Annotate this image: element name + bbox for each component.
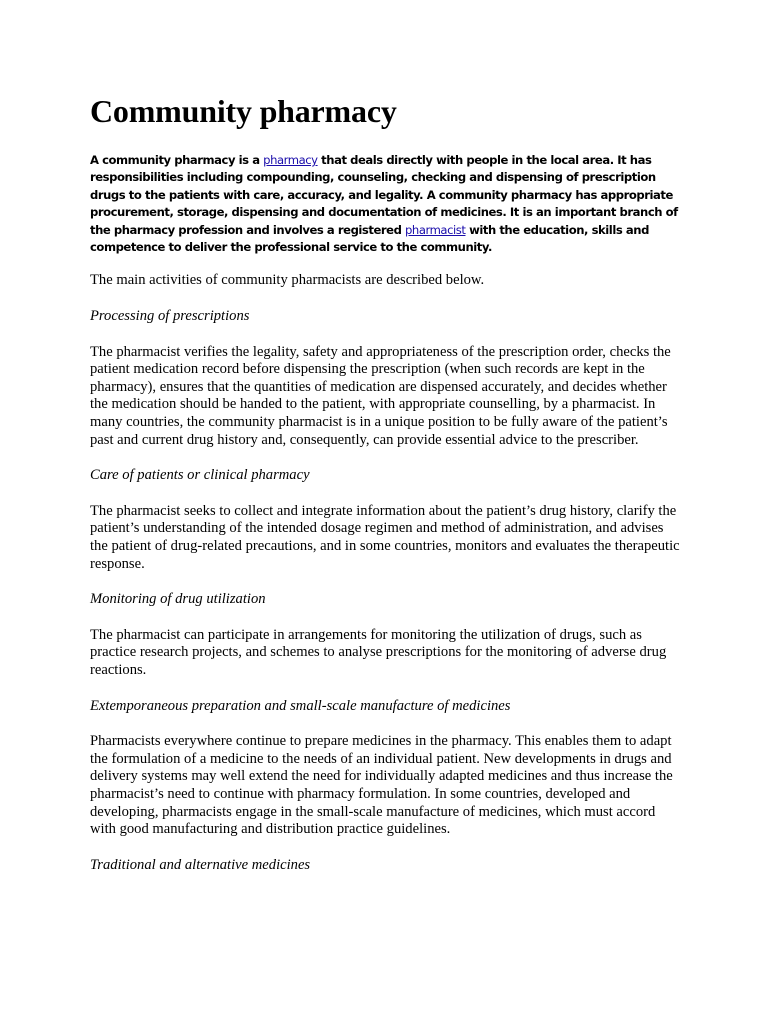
section-heading-prescriptions: Processing of prescriptions xyxy=(90,308,250,325)
section-text-monitoring: The pharmacist can participate in arrangements for monitoring the utilization of drugs, such as practice research projects, and schemes to analyse prescriptions for the monitoring of adverse drug reactions. xyxy=(90,626,667,678)
section-text-preparation: Pharmacists everywhere continue to prepare medicines in the pharmacy. This enables them to adapt the formulation of a medicine to the needs of an individual patient. New developments in drugs and delivery systems may well extend the need for individually adapted medicines and thus increase the pharmacist’s need to continue with pharmacy formulation. In some countries, developed and developing, pharmacists engage in the small-scale manufacture of medicines, which must accord with good manufacturing and distribution practice guidelines. xyxy=(90,733,673,838)
lead-paragraph: The main activities of community pharmacists are described below. xyxy=(90,272,485,289)
section-heading-preparation: Extemporaneous preparation and small-scale manufacture of medicines xyxy=(90,697,511,714)
section-text-prescriptions: The pharmacist verifies the legality, safety and appropriateness of the prescription order, checks the patient medication record before dispensing the prescription (when such records are kept in the pharmacy), ensures that the quantities of medication are dispensed accurately, and decides whether the medication should be handed to the patient, with appropriate counselling, by a pharmacist. In many countries, the community pharmacist is in a unique position to be fully aware of the patient’s past and current drug history and, consequently, can provide essential advice to the prescriber. xyxy=(90,343,671,448)
intro-text-1: A community pharmacy is a xyxy=(90,153,264,167)
intro-text-2: that deals directly with people in the local area. It has responsibilities including compounding, counseling, checking and dispensing of prescription drugs to the patients with care, accuracy, and legality. A community pharmacy has appropriate procurement, storage, dispensing and documentation of medicines. It is an important branch of the pharmacy profession and involves a registered xyxy=(90,153,678,237)
pharmacist-link[interactable]: pharmacist xyxy=(405,222,466,237)
intro-text-3: with the education, skills and competence to deliver the professional service to the community. xyxy=(90,222,649,255)
section-heading-traditional: Traditional and alternative medicines xyxy=(90,856,311,873)
intro-paragraph xyxy=(90,152,682,256)
section-heading-clinical: Care of patients or clinical pharmacy xyxy=(90,467,310,484)
pharmacy-link[interactable]: pharmacy xyxy=(263,153,318,167)
section-text-clinical: The pharmacist seeks to collect and integrate information about the patient’s drug history, clarify the patient’s understanding of the intended dosage regimen and method of administration, and advises the patient of drug-related precautions, and in some countries, monitors and evaluates the therapeutic response. xyxy=(90,502,680,572)
section-heading-monitoring: Monitoring of drug utilization xyxy=(90,591,266,608)
page-title: Community pharmacy xyxy=(90,93,397,129)
document-page xyxy=(90,92,682,892)
